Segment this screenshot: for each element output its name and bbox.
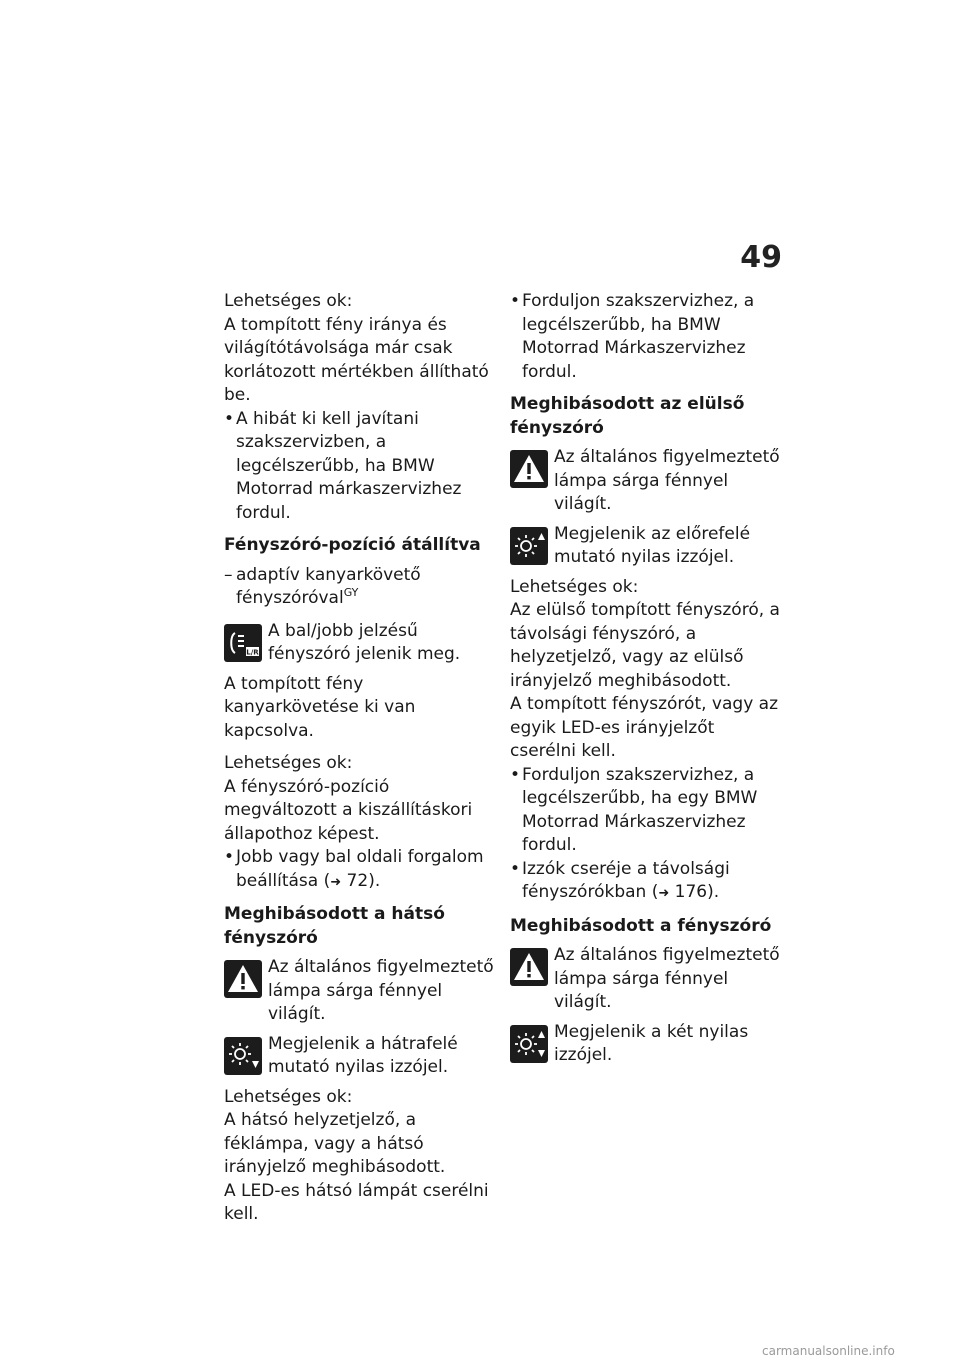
right-column xyxy=(510,290,780,1074)
page-reference-arrow-icon: ➜ xyxy=(330,874,342,890)
bullet-item: • Forduljon szakszervizhez, a legcélszerűbb, ha egy BMW Motorrad Márkaszervizhez fordul. xyxy=(510,764,780,858)
headlight-left-right-icon xyxy=(224,624,262,662)
page-reference-arrow-icon: ➜ xyxy=(658,886,670,901)
page-number: 49 xyxy=(740,240,782,275)
indicator-row xyxy=(510,1021,780,1068)
indicator-text: Az általános figyelmeztető lámpa sárga fénnyel világít. xyxy=(554,945,780,1012)
warning-triangle-icon xyxy=(510,450,548,488)
bulb-double-arrow-icon xyxy=(510,1025,548,1063)
bullet-item: • Jobb vagy bal oldali forgalom beállítása (➜ 72). xyxy=(224,846,494,894)
page-reference[interactable]: 176 xyxy=(674,882,708,902)
indicator-text: Az általános figyelmeztető lámpa sárga fénnyel világít. xyxy=(268,957,494,1024)
cause-text: A tompított fény iránya és világítótávolsága már csak korlátozott mértékben állítható be. xyxy=(224,314,489,405)
bullet-item: • Forduljon szakszervizhez, a legcélszerűbb, ha BMW Motorrad Márkaszervizhez fordul. xyxy=(510,290,780,384)
cause-label: Lehetséges ok: xyxy=(224,753,353,773)
warning-triangle-icon xyxy=(510,948,548,986)
left-column xyxy=(224,290,494,1236)
cause-text: Az elülső tompított fényszóró, a távolsági fényszóró, a helyzetjelző, vagy az elülső irányjelző meghibásodott. xyxy=(510,600,780,691)
bulb-arrow-down-icon xyxy=(224,1037,262,1075)
indicator-text: Az általános figyelmeztető lámpa sárga fénnyel világít. xyxy=(554,447,780,514)
bullet-item: • Izzók cseréje a távolsági fényszórókban (➜ 176). xyxy=(510,858,780,906)
indicator-row xyxy=(224,620,494,667)
country-code: GY xyxy=(343,586,359,599)
indicator-row xyxy=(510,523,780,570)
indicator-row xyxy=(510,944,780,1015)
section-heading: Meghibásodott a fényszóró xyxy=(510,915,772,936)
cause-text: A tompított fényszórót, vagy az egyik LED-es irányjelzőt cserélni kell. xyxy=(510,694,778,761)
cause-text: A LED-es hátsó lámpát cserélni kell. xyxy=(224,1180,489,1224)
indicator-text: A bal/jobb jelzésű fényszóró jelenik meg. xyxy=(268,620,461,664)
indicator-row xyxy=(224,956,494,1027)
svg-text:L/R: L/R xyxy=(246,648,259,656)
cause-label: Lehetséges ok: xyxy=(224,291,353,311)
section-heading: Meghibásodott az elülső fényszóró xyxy=(510,394,745,438)
section-heading: Fényszóró-pozíció átállítva xyxy=(224,535,481,555)
indicator-text: Megjelenik az előrefelé mutató nyilas izzójel. xyxy=(554,523,751,567)
cause-text: A fényszóró-pozíció megváltozott a kiszállításkori állapothoz képest. xyxy=(224,776,473,844)
bulb-arrow-up-icon xyxy=(510,527,548,565)
watermark-footer: carmanualsonline.info xyxy=(762,1344,895,1358)
cause-label: Lehetséges ok: xyxy=(510,576,639,597)
indicator-text: Megjelenik a két nyilas izzójel. xyxy=(554,1021,749,1065)
indicator-row xyxy=(510,446,780,517)
indicator-text: Megjelenik a hátrafelé mutató nyilas izzójel. xyxy=(268,1033,458,1077)
section-heading: Meghibásodott a hátsó fényszóró xyxy=(224,904,445,948)
indicator-explanation: A tompított fény kanyarkövetése ki van kapcsolva. xyxy=(224,673,416,741)
cause-label: Lehetséges ok: xyxy=(224,1086,353,1107)
dash-item xyxy=(224,564,494,611)
cause-text: A hátsó helyzetjelző, a féklámpa, vagy a hátsó irányjelző meghibásodott. xyxy=(224,1110,446,1177)
dash-text: adaptív kanyarkövető fényszóróval xyxy=(236,564,421,608)
page-reference[interactable]: 72 xyxy=(346,870,369,891)
indicator-row xyxy=(224,1033,494,1080)
warning-triangle-icon xyxy=(224,960,262,998)
bullet-item: • A hibát ki kell javítani szakszervizben, a legcélszerűbb, ha BMW Motorrad márkaszervizhez fordul. xyxy=(224,408,494,526)
